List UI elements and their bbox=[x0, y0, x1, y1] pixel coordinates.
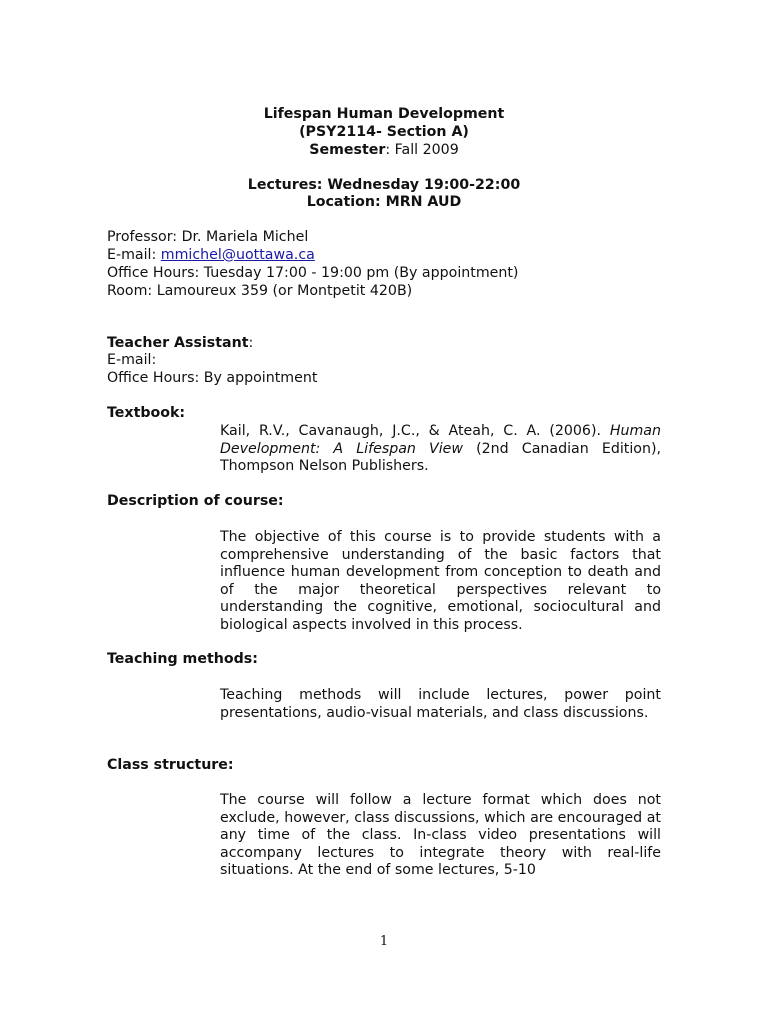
citation-authors: Kail, R.V., Cavanaugh, J.C., & Ateah, C. A. (2006). bbox=[220, 423, 610, 439]
structure-text: The course will follow a lecture format which does not exclude, however, class discussions, which are encouraged at any time of the class. In-class video presentations will accompany lectures to integrate theory with real-life situations. At the end of some lectures, 5-10 bbox=[220, 792, 661, 879]
professor-room: Room: Lamoureux 359 (or Montpetit 420B) bbox=[107, 283, 413, 299]
description-text: The objective of this course is to provide students with a comprehensive understanding of the basic factors that influence human development from conception to death and of the major theoretical perspectives relevant to understanding the cognitive, emotional, sociocultural and biological aspects involved in this process. bbox=[220, 529, 661, 633]
teaching-text: Teaching methods will include lectures, power point presentations, audio-visual materials, and class discussions. bbox=[220, 687, 661, 721]
semester-label: Semester bbox=[309, 142, 386, 158]
professor-name: Professor: Dr. Mariela Michel bbox=[107, 229, 309, 245]
citation-publisher: Thompson Nelson Publishers. bbox=[220, 458, 429, 475]
ta-email: E-mail: bbox=[107, 352, 157, 368]
citation-edition: (2nd Canadian Edition), bbox=[463, 440, 661, 457]
textbook-citation bbox=[220, 423, 661, 476]
ta-office-hours: Office Hours: By appointment bbox=[107, 370, 318, 386]
description-heading: Description of course: bbox=[107, 493, 284, 509]
ta-heading: Teacher Assistant bbox=[107, 335, 249, 351]
ta-heading-line bbox=[107, 335, 667, 353]
location-line: Location: MRN AUD bbox=[306, 194, 462, 210]
semester-line bbox=[0, 142, 768, 160]
citation-title-part2: Development: A Lifespan View bbox=[220, 440, 463, 457]
structure-heading: Class structure: bbox=[107, 757, 234, 773]
professor-email-line bbox=[107, 247, 667, 265]
professor-email-link[interactable]: mmichel@uottawa.ca bbox=[160, 247, 315, 263]
citation-line-2 bbox=[220, 441, 661, 459]
ta-heading-suffix: : bbox=[248, 335, 254, 351]
citation-line-1 bbox=[220, 423, 661, 441]
textbook-heading: Textbook: bbox=[107, 405, 186, 421]
teaching-heading: Teaching methods: bbox=[107, 651, 258, 667]
course-title: Lifespan Human Development bbox=[263, 106, 505, 122]
professor-office-hours: Office Hours: Tuesday 17:00 - 19:00 pm (By appointment) bbox=[107, 265, 519, 281]
semester-value: : Fall 2009 bbox=[385, 142, 459, 158]
lectures-line: Lectures: Wednesday 19:00-22:00 bbox=[247, 177, 521, 193]
course-code: (PSY2114- Section A) bbox=[299, 124, 469, 140]
citation-title-part1: Human bbox=[609, 423, 661, 439]
email-label: E-mail: bbox=[107, 247, 161, 263]
page-number: 1 bbox=[379, 934, 389, 949]
